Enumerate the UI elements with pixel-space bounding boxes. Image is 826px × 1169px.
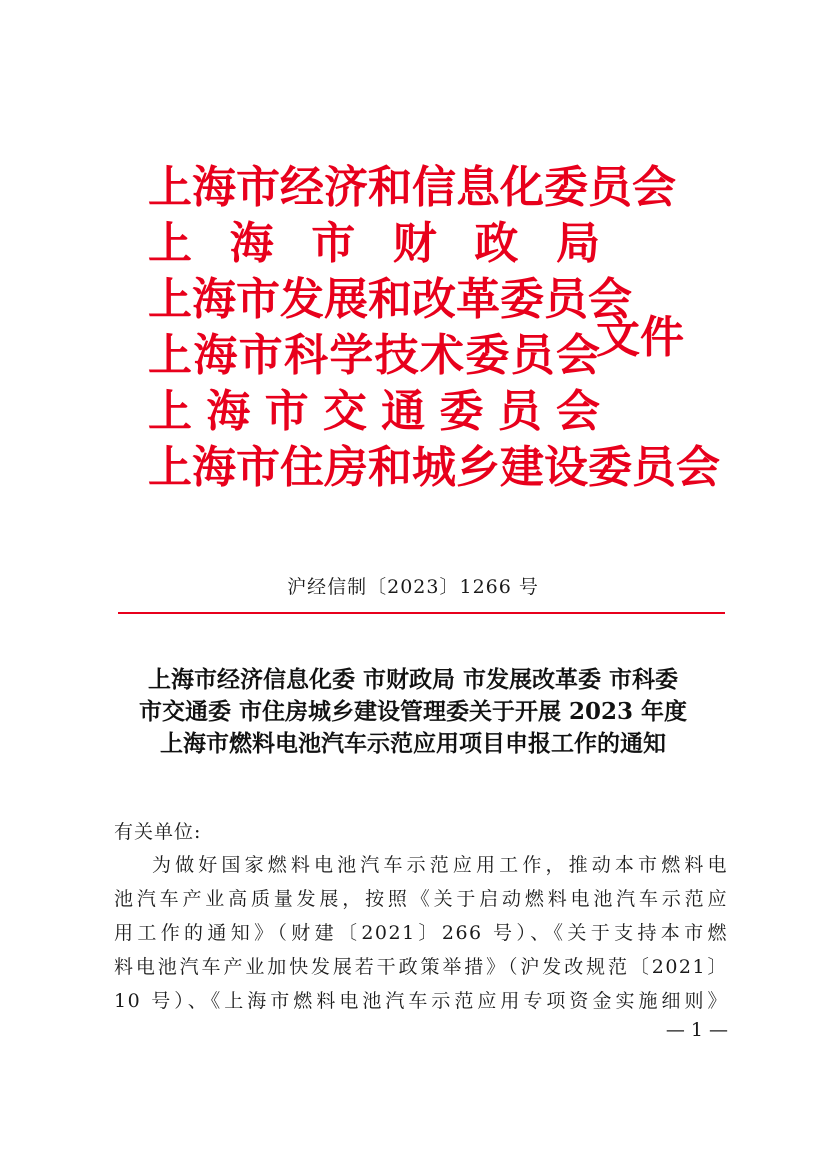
issuer-char: 市 — [311, 218, 356, 269]
issuer-economy-informatization — [148, 160, 676, 216]
issuer-char: 市 — [264, 386, 309, 437]
issuer-char: 委 — [465, 330, 510, 381]
body-paragraph — [114, 848, 728, 1018]
body-line: 料电池汽车产业加快发展若干政策举措》（沪发改规范〔2021〕 — [114, 956, 728, 978]
issuer-text: 上海市发展和改革委员会 — [148, 274, 632, 325]
issuer-char: 上 — [148, 386, 192, 437]
issuer-char: 学 — [329, 330, 374, 381]
issuer-char: 海 — [193, 330, 238, 381]
issuer-transport — [148, 384, 600, 440]
issuer-char: 通 — [381, 386, 426, 437]
issuer-char: 术 — [419, 330, 464, 381]
issuer-char: 市 — [238, 330, 283, 381]
issuer-char: 海 — [229, 218, 274, 269]
issuer-char: 科 — [283, 330, 328, 381]
body-line: 为做好国家燃料电池汽车示范应用工作，推动本市燃料电 — [152, 854, 728, 876]
title-line: 市交通委 市住房城乡建设管理委关于开展 2023 年度 — [138, 698, 688, 725]
issuer-housing-construction — [148, 440, 720, 496]
issuing-authorities-header — [148, 160, 720, 500]
issuer-char: 财 — [392, 218, 437, 269]
issuer-char: 委 — [439, 386, 484, 437]
issuer-science-technology — [148, 328, 600, 384]
issuer-char: 员 — [510, 330, 555, 381]
salutation: 有关单位: — [114, 821, 202, 843]
issuer-char: 局 — [555, 218, 600, 269]
body-line: 用工作的通知》（财建〔2021〕266 号）、《关于支持本市燃 — [114, 922, 728, 944]
issuer-finance-bureau — [148, 216, 600, 272]
title-line: 上海市经济信息化委 市财政局 市发展改革委 市科委 — [147, 666, 679, 693]
title-line: 上海市燃料电池汽车示范应用项目申报工作的通知 — [160, 730, 666, 757]
issuer-char: 海 — [206, 386, 251, 437]
document-number: 沪经信制〔2023〕1266 号 — [287, 576, 539, 598]
issuer-text: 上海市经济和信息化委员会 — [148, 162, 676, 213]
issuer-char: 交 — [322, 386, 367, 437]
issuer-char: 上 — [148, 330, 192, 381]
issuer-char: 员 — [497, 386, 542, 437]
issuer-char: 政 — [474, 218, 519, 269]
body-line: 池汽车产业高质量发展，按照《关于启动燃料电池汽车示范应 — [114, 888, 728, 910]
body-line: 10 号）、《上海市燃料电池汽车示范应用专项资金实施细则》 — [114, 990, 728, 1012]
red-divider-rule — [118, 612, 725, 614]
issuer-char: 上 — [148, 218, 192, 269]
issuer-text: 上海市住房和城乡建设委员会 — [148, 442, 720, 493]
issuer-char: 会 — [555, 386, 600, 437]
document-title — [90, 664, 736, 760]
document-suffix: 文件 — [596, 312, 684, 363]
issuer-char: 会 — [555, 330, 600, 381]
issuer-char: 技 — [374, 330, 419, 381]
issuer-development-reform — [148, 272, 632, 328]
page-number: — 1 — — [665, 1019, 728, 1041]
